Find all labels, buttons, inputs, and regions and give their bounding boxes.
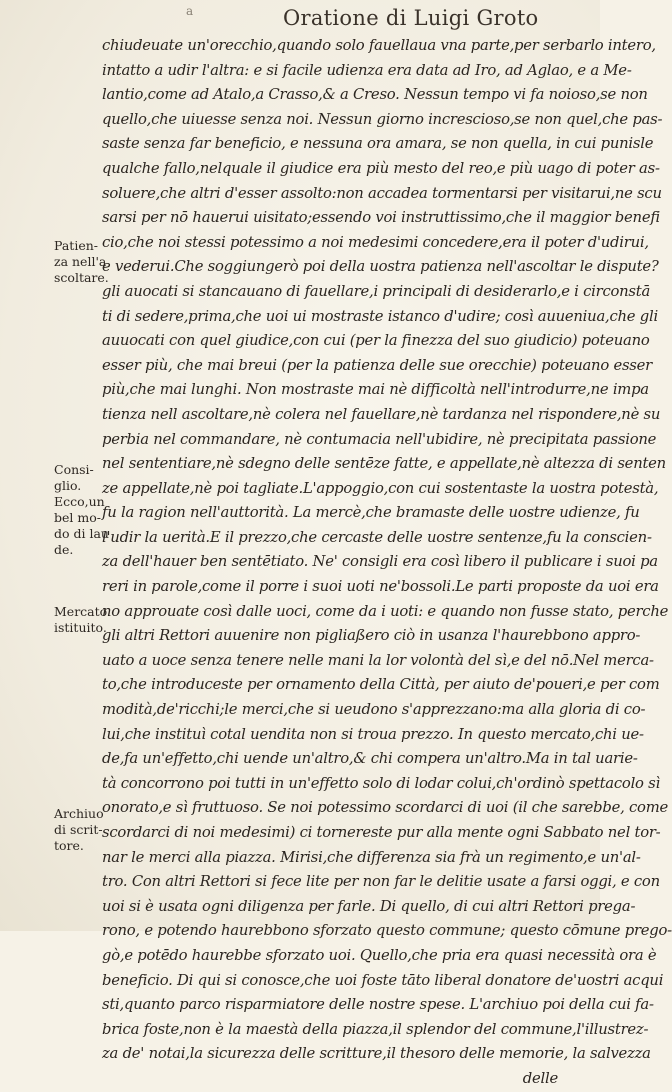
margin-note-line: de. — [54, 542, 74, 557]
text-line: scordarci di noi medesimi) ci tornereste pur alla mente ogni Sabbato nel tor- — [102, 824, 661, 841]
margin-note-line: glio. — [54, 478, 82, 493]
text-line: brica foste,non è la maestà della piazza,il splendor del commune,l'illustrez- — [102, 1020, 649, 1038]
margin-note-line: Mercato — [54, 604, 108, 619]
margin-note-archiuo — [54, 806, 104, 854]
text-line: no approuate così dalle uoci, come da i uoti: e quando non fusse stato, perche — [102, 602, 669, 620]
text-line: za dell'hauer ben sentētiato. Ne' consigli era così libero il publicare i suoi pa — [102, 553, 658, 571]
margin-note-line: istituito. — [54, 620, 107, 635]
text-line: cio,che noi stessi potessimo a noi medesimi concedere,era il poter d'udirui, — [102, 233, 649, 251]
text-line: lantio,come ad Atalo,a Crasso,& a Creso. Nessun tempo vi fa noioso,se non — [102, 86, 648, 104]
margin-note-line: Ecco,un — [54, 494, 105, 509]
text-line: fu la ragion nell'auttorità. La mercè,che bramaste delle uostre udienze, fu — [102, 504, 640, 522]
text-line: nel sententiare,nè sdegno delle sentēze fatte, e appellate,nè altezza di senten — [102, 455, 666, 473]
text-line: beneficio. Di qui si conosce,che uoi foste tāto liberal donatore de'uostri acqui — [102, 971, 664, 989]
text-line: uato a uoce senza tenere nelle mani la lor volontà del sì,e del nō.Nel merca- — [102, 651, 654, 669]
text-line: più,che mai lunghi. Non mostraste mai nè difficoltà nell'introdurre,ne impa — [102, 381, 649, 399]
text-line: ze appellate,nè poi tagliate.L'appoggio,con cui sostentaste la uostra potestà, — [102, 479, 659, 497]
text-line: sarsi per nō hauerui uisitato;essendo voi instruttissimo,che il maggior benefi — [102, 209, 661, 227]
text-line: to,che introduceste per ornamento della Città, per aiuto de'poueri,e per com — [102, 676, 660, 694]
text-line: delle — [522, 1069, 558, 1087]
margin-note-consiglio — [54, 462, 109, 558]
margin-note-line: scoltare. — [54, 270, 109, 285]
text-line: tà concorrono poi tutti in un'effetto solo di lodar colui,ch'ordinò spettacolo sì — [102, 774, 660, 792]
text-line: intatto a udir l'altra: e si facile udienza era data ad Iro, ad Aglao, e a Me- — [102, 61, 632, 79]
text-line: modità,de'ricchi;le merci,che si ueudono s'apprezzano:ma alla gloria di co- — [102, 701, 646, 719]
text-line: auuocati con quel giudice,con cui (per la finezza del suo giudicio) poteuano — [102, 332, 650, 350]
text-line: qualche fallo,nelquale il giudice era più mesto del reo,e più uago di poter as- — [102, 159, 660, 177]
margin-note-line: bel mo- — [54, 510, 101, 525]
text-line: nar le merci alla piazza. Mirisi,che differenza sia frà un regimento,e un'al- — [102, 848, 641, 866]
text-line: e vederui.Che soggiungerò poi della uostra patienza nell'ascoltar le dispute? — [102, 258, 659, 276]
text-line: gli auocati si stancauano di fauellare,i principali di desiderarlo,e i circonstā — [102, 282, 651, 300]
text-line: tro. Con altri Rettori si fece lite per non far le delitie usate a farsi oggi, e con — [102, 873, 660, 891]
margin-note-line: Archiuo — [54, 806, 104, 821]
margin-note-line: Consi- — [54, 462, 94, 477]
text-line: ti di sedere,prima,che uoi ui mostraste istanco d'udire; così auueniua,che gli — [102, 307, 658, 325]
margin-note-patienza — [54, 238, 109, 286]
text-line: reri in parole,come il porre i suoi uoti ne'bossoli.Le parti proposte da uoi era — [102, 578, 659, 596]
text-line: quello,che uiuesse senza noi. Nessun giorno increscioso,se non quel,che pas- — [102, 110, 663, 128]
margin-note-line: tore. — [54, 838, 84, 853]
text-line: onorato,e sì fruttuoso. Se noi potessimo scordarci di uoi (il che sarebbe, come — [102, 799, 669, 817]
text-line: chiudeuate un'orecchio,quando solo fauellaua vna parte,per serbarlo intero, — [102, 37, 656, 54]
text-line: saste senza far beneficio, e nessuna ora amara, se non quella, in cui punisle — [102, 135, 654, 153]
margin-note-line: di scrit- — [54, 822, 103, 837]
text-line: gli altri Rettori auuenire non pigliaßero ciò in usanza l'haurebbono appro- — [102, 627, 641, 645]
text-line: sti,quanto parco risparmiatore delle nostre spese. L'archiuo poi della cui fa- — [102, 996, 654, 1014]
margin-note-mercato — [54, 604, 108, 636]
margin-note-line: za nell'a — [54, 254, 107, 269]
text-line: perbia nel commandare, nè contumacia nell'ubidire, nè precipitata passione — [102, 430, 657, 448]
text-line: uoi si è usata ogni diligenza per farle. Di quello, di cui altri Rettori prega- — [102, 897, 636, 915]
text-line: za de' notai,la sicurezza delle scritture,il thesoro delle memorie, la salvezza — [102, 1045, 651, 1063]
text-line: gò,e potēdo haurebbe sforzato uoi. Quello,che pria era quasi necessità ora è — [102, 946, 657, 964]
running-head: Oratione di Luigi Groto — [283, 6, 539, 30]
page-mark: a — [186, 4, 194, 18]
text-line: rono, e potendo haurebbono sforzato questo commune; questo cōmune prego- — [102, 922, 672, 940]
text-line: soluere,che altri d'esser assolto:non accadea tormentarsi per visitarui,ne scu — [102, 184, 662, 202]
page-header — [0, 4, 600, 30]
body-text — [102, 34, 672, 1092]
margin-note-line: do di lau — [54, 526, 109, 541]
text-line: lui,che instituì cotal uendita non si troua prezzo. In questo mercato,chi ue- — [102, 725, 644, 743]
text-line: esser più, che mai breui (per la patienza delle sue orecchie) poteuano esser — [102, 356, 652, 374]
margin-note-line: Patien- — [54, 238, 98, 253]
text-line: tienza nell ascoltare,nè colera nel fauellare,nè tardanza nel rispondere,nè su — [102, 405, 661, 423]
text-line: l'udir la uerità.E il prezzo,che cercaste delle uostre sentenze,fu la conscien- — [102, 528, 652, 546]
text-line: de,fa un'effetto,chi uende un'altro,& chi compera un'altro.Ma in tal uarie- — [102, 750, 638, 768]
